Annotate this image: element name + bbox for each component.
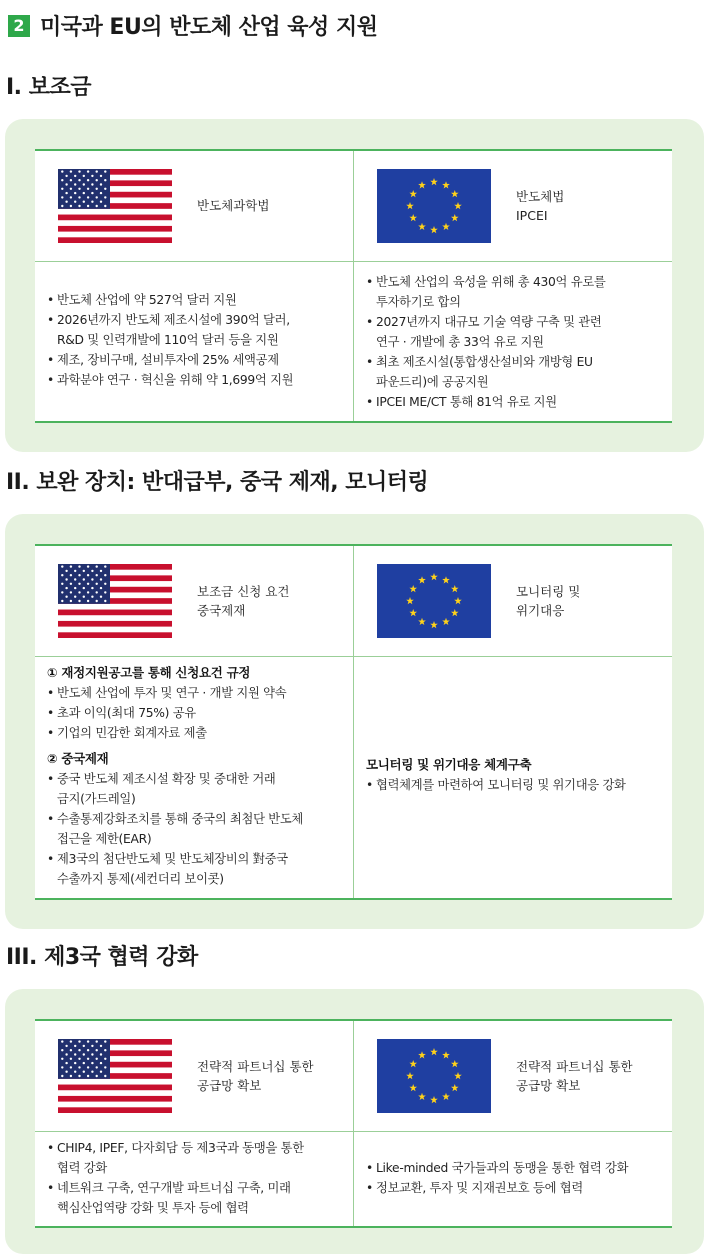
list-item: • 초과 이익(최대 75%) 공유 xyxy=(35,703,353,723)
eu-law-label xyxy=(516,187,564,225)
eu-monitoring-label xyxy=(516,582,580,620)
eu-subsidy-list xyxy=(354,272,672,412)
comparison-table-subsidy xyxy=(35,149,672,423)
group-heading: 모니터링 및 위기대응 체계구축 xyxy=(366,757,532,772)
list-item: • 반도체 산업의 육성을 위해 총 430억 유로를 투자하기로 합의 xyxy=(354,272,672,312)
eu-header-cell xyxy=(354,1021,672,1131)
label-line: 반도체법 xyxy=(516,189,565,204)
label-line: 반도체과학법 xyxy=(197,198,270,213)
list-item: • 협력체계를 마련하여 모니터링 및 위기대응 강화 xyxy=(354,775,672,795)
eu-monitoring-list xyxy=(354,775,672,795)
list-item: • 최초 제조시설(통합생산설비와 개방형 EU 파운드리)에 공공지원 xyxy=(354,352,672,392)
eu-header-cell xyxy=(354,546,672,656)
us-detail-cell xyxy=(35,262,353,419)
comparison-table-cooperation xyxy=(35,1019,672,1228)
us-subsidy-list xyxy=(35,290,353,390)
label-line: 전략적 파트너십 통한 xyxy=(197,1059,314,1074)
group-heading: ① 재정지원공고를 통해 신청요건 규정 xyxy=(47,665,251,680)
label-line: 보조금 신청 요건 xyxy=(197,584,290,599)
eu-partnership-label xyxy=(516,1057,633,1095)
us-requirement-list xyxy=(35,683,353,743)
list-item: • 제조, 장비구매, 설비투자에 25% 세액공제 xyxy=(35,350,353,370)
eu-detail-cell xyxy=(354,657,672,896)
label-line: 공급망 확보 xyxy=(197,1078,262,1093)
us-china-sanction-list xyxy=(35,769,353,889)
list-item: • 과학분야 연구 · 혁신을 위해 약 1,699억 지원 xyxy=(35,370,353,390)
eu-detail-cell xyxy=(354,262,672,419)
list-item: • 제3국의 첨단반도체 및 반도체장비의 對중국 수출까지 통제(세컨더리 보이콧) xyxy=(35,849,353,889)
eu-flag-icon xyxy=(377,1039,491,1113)
list-item: • 정보교환, 투자 및 지재권보호 등에 협력 xyxy=(354,1178,672,1198)
us-requirement-label xyxy=(197,582,289,620)
list-item: • 반도체 산업에 약 527억 달러 지원 xyxy=(35,290,353,310)
page-title-text: 미국과 EU의 반도체 산업 육성 지원 xyxy=(40,15,378,40)
eu-detail-cell xyxy=(354,1132,672,1224)
eu-cooperation-list xyxy=(354,1158,672,1198)
us-partnership-label xyxy=(197,1057,314,1095)
section-panel-subsidy xyxy=(5,119,704,452)
us-flag-icon xyxy=(58,1039,172,1113)
us-flag-icon xyxy=(58,564,172,638)
list-item: • 중국 반도체 제조시설 확장 및 중대한 거래 금지(가드레일) xyxy=(35,769,353,809)
list-item: • 네트워크 구축, 연구개발 파트너십 구축, 미래 핵심산업역량 강화 및 투자 등에 협력 xyxy=(35,1178,353,1218)
eu-header-cell xyxy=(354,151,672,261)
us-detail-cell xyxy=(35,657,353,896)
list-item: • 2026년까지 반도체 제조시설에 390억 달러, R&D 및 인력개발에 110억 달러 등을 지원 xyxy=(35,310,353,350)
us-flag-icon xyxy=(58,169,172,243)
section-heading-cooperation: III. 제3국 협력 강화 xyxy=(6,945,198,970)
list-item: • IPCEI ME/CT 통해 81억 유로 지원 xyxy=(354,392,672,412)
page-title xyxy=(8,10,377,41)
eu-flag-icon xyxy=(377,564,491,638)
list-item: • Like-minded 국가들과의 동맹을 통한 협력 강화 xyxy=(354,1158,672,1178)
label-line: IPCEI xyxy=(516,208,548,223)
us-header-cell xyxy=(35,151,353,261)
us-header-cell xyxy=(35,546,353,656)
list-item: • 반도체 산업에 투자 및 연구 · 개발 지원 약속 xyxy=(35,683,353,703)
label-line: 전략적 파트너십 통한 xyxy=(516,1059,633,1074)
label-line: 위기대응 xyxy=(516,603,565,618)
section-number-badge: 2 xyxy=(8,15,30,37)
list-item: • CHIP4, IPEF, 다자회담 등 제3국과 동맹을 통한 협력 강화 xyxy=(35,1138,353,1178)
us-detail-cell xyxy=(35,1132,353,1224)
us-law-label xyxy=(197,196,269,215)
list-item: • 2027년까지 대규모 기술 역량 구축 및 관련 연구 · 개발에 총 33억 유로 지원 xyxy=(354,312,672,352)
section-panel-cooperation xyxy=(5,989,704,1254)
label-line: 모니터링 및 xyxy=(516,584,581,599)
list-item: • 수출통제강화조치를 통해 중국의 최첨단 반도체 접근을 제한(EAR) xyxy=(35,809,353,849)
label-line: 중국제재 xyxy=(197,603,246,618)
us-header-cell xyxy=(35,1021,353,1131)
us-cooperation-list xyxy=(35,1138,353,1218)
section-panel-safeguards xyxy=(5,514,704,929)
list-item: • 기업의 민감한 회계자료 제출 xyxy=(35,723,353,743)
eu-flag-icon xyxy=(377,169,491,243)
comparison-table-safeguards xyxy=(35,544,672,900)
group-heading: ② 중국제재 xyxy=(47,751,109,766)
section-heading-safeguards: II. 보완 장치: 반대급부, 중국 제재, 모니터링 xyxy=(6,470,429,495)
section-heading-subsidy: I. 보조금 xyxy=(6,75,91,100)
label-line: 공급망 확보 xyxy=(516,1078,581,1093)
